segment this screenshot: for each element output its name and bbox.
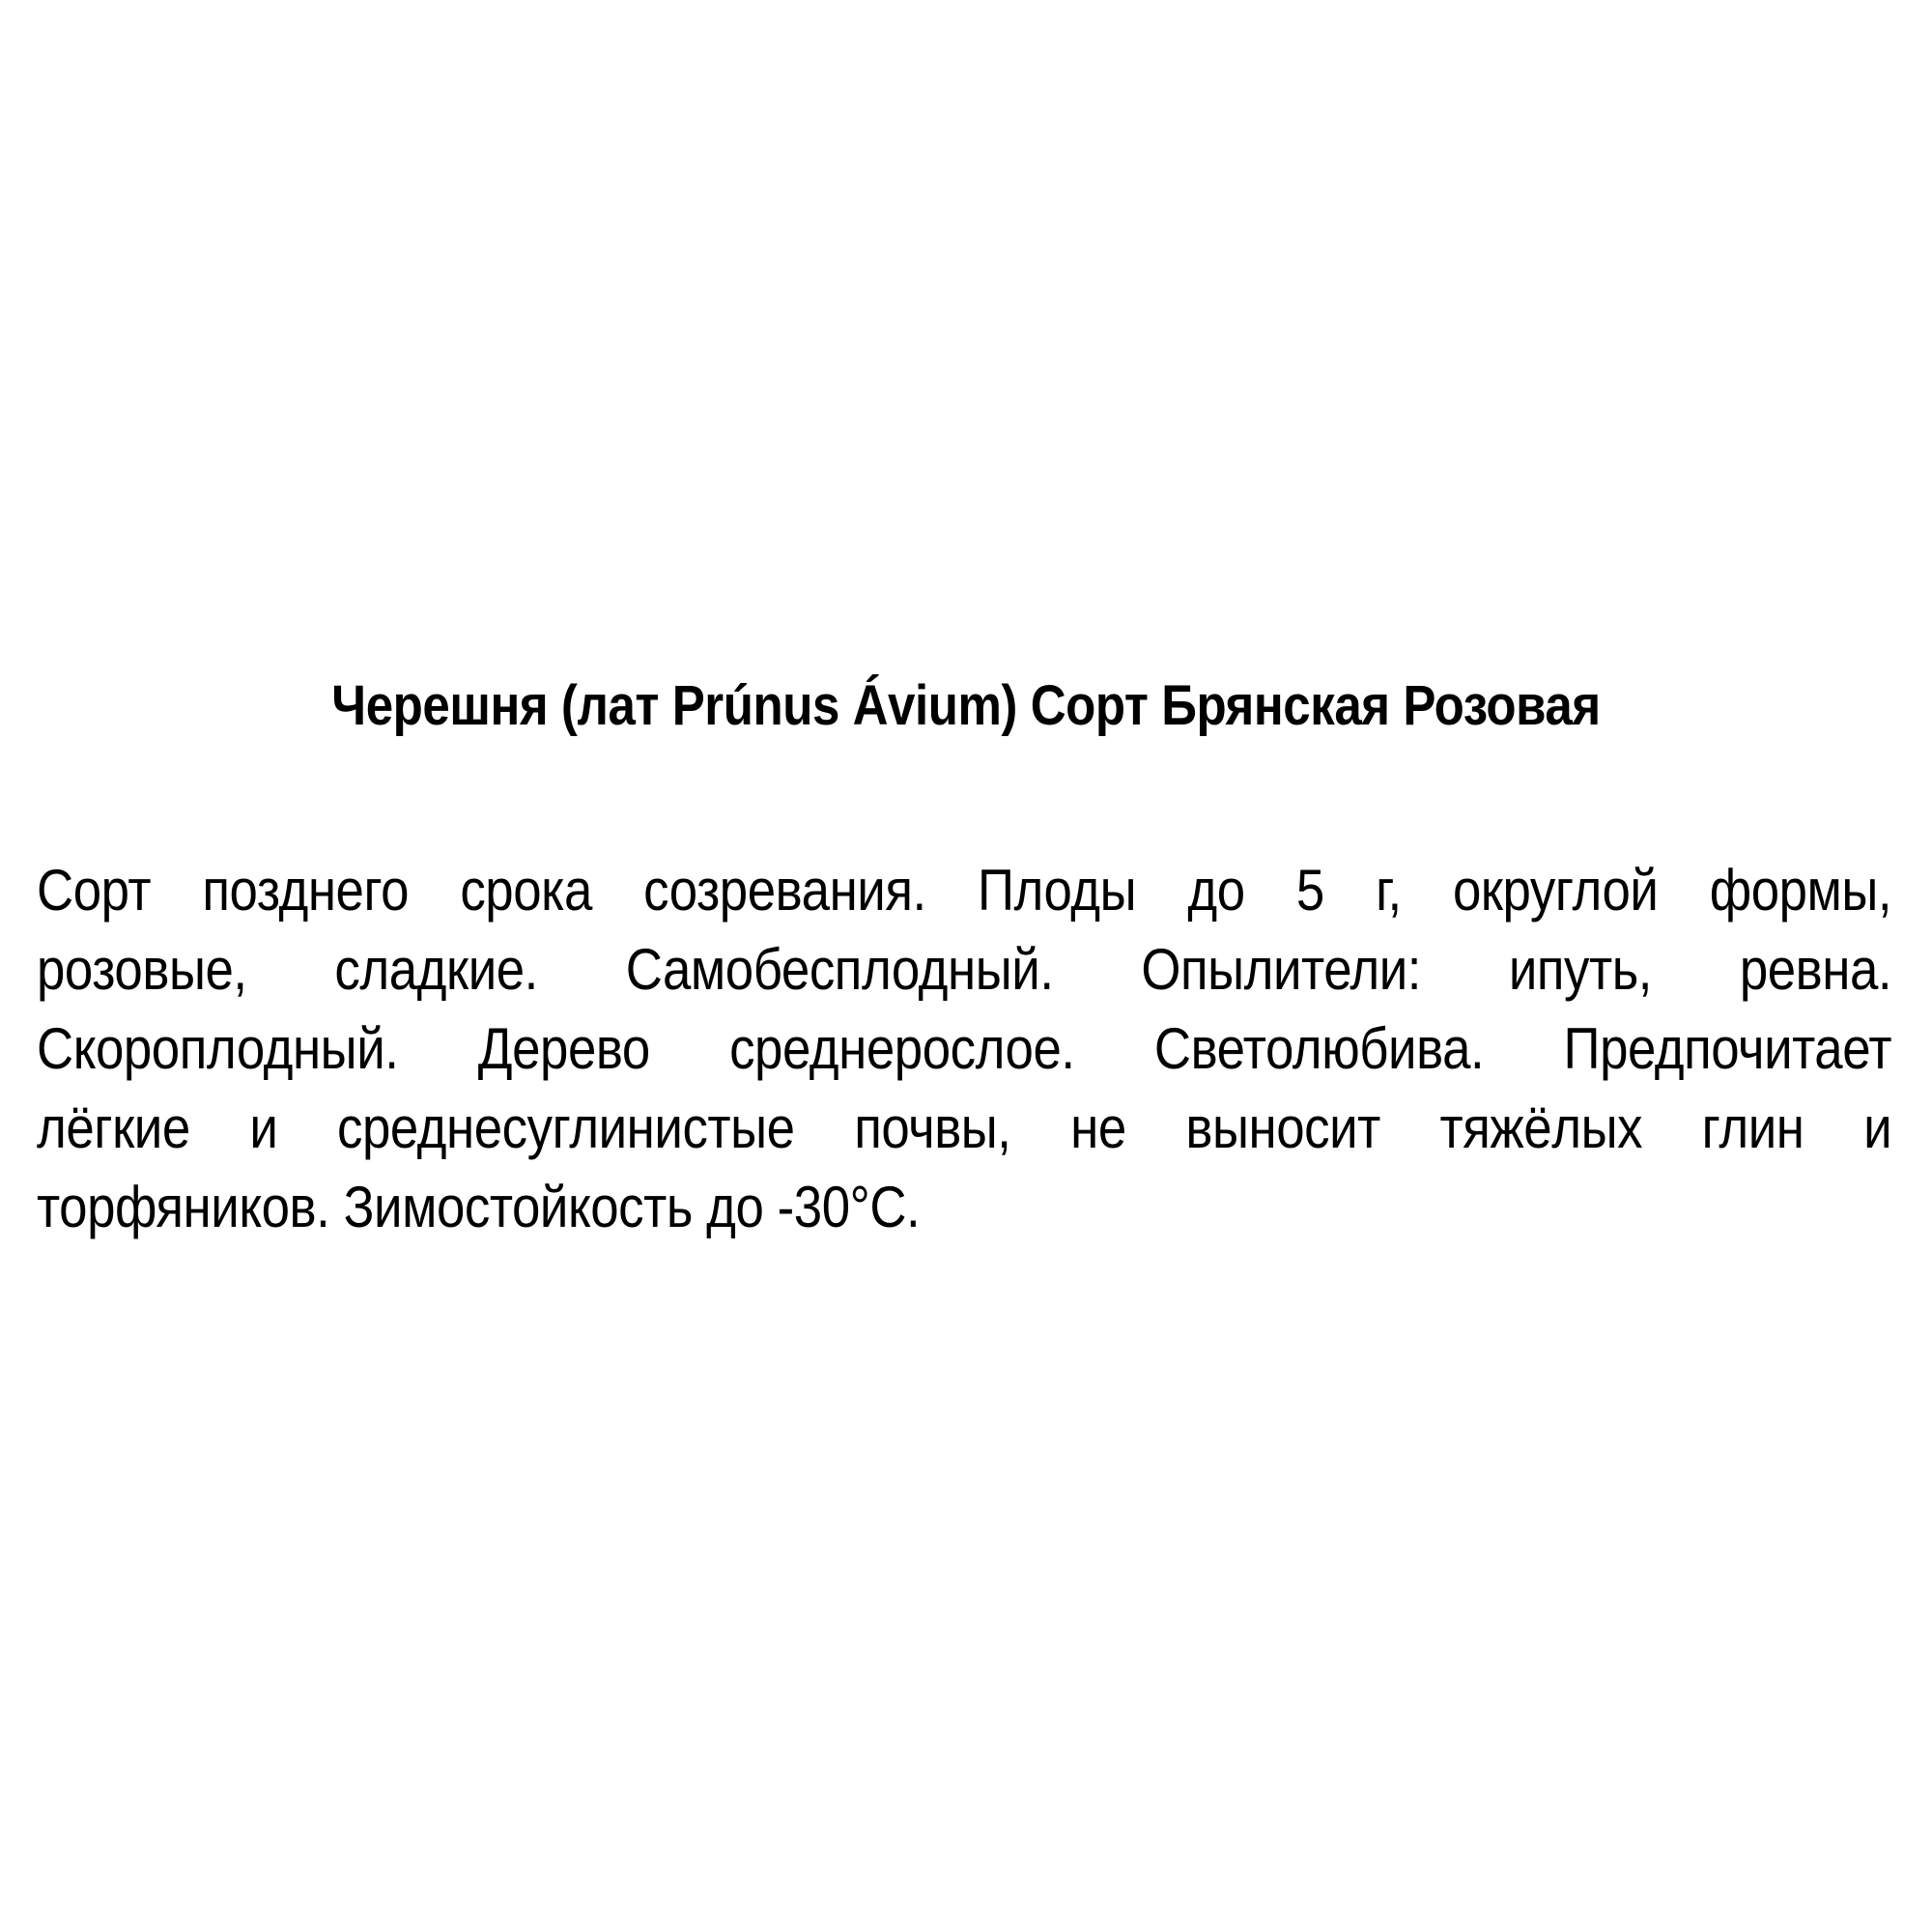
paragraph-line: торфяников. Зимостойкость до -30°С. [37, 1175, 921, 1239]
description-paragraph [37, 851, 1891, 1247]
paragraph-line: Сорт позднего срока созревания. Плоды до 5 г, округлой формы, [37, 858, 1892, 923]
paragraph-line: розовые, сладкие. Самобесплодный. Опылители: ипуть, ревна. [37, 937, 1892, 1002]
document-title: Черешня (лат Prúnus Ávium) Сорт Брянская Розовая [331, 674, 1601, 737]
paragraph-line: лёгкие и среднесуглинистые почвы, не выносит тяжёлых глин и [37, 1095, 1892, 1160]
paragraph-line: Скороплодный. Дерево среднерослое. Светолюбива. Предпочитает [37, 1016, 1892, 1081]
